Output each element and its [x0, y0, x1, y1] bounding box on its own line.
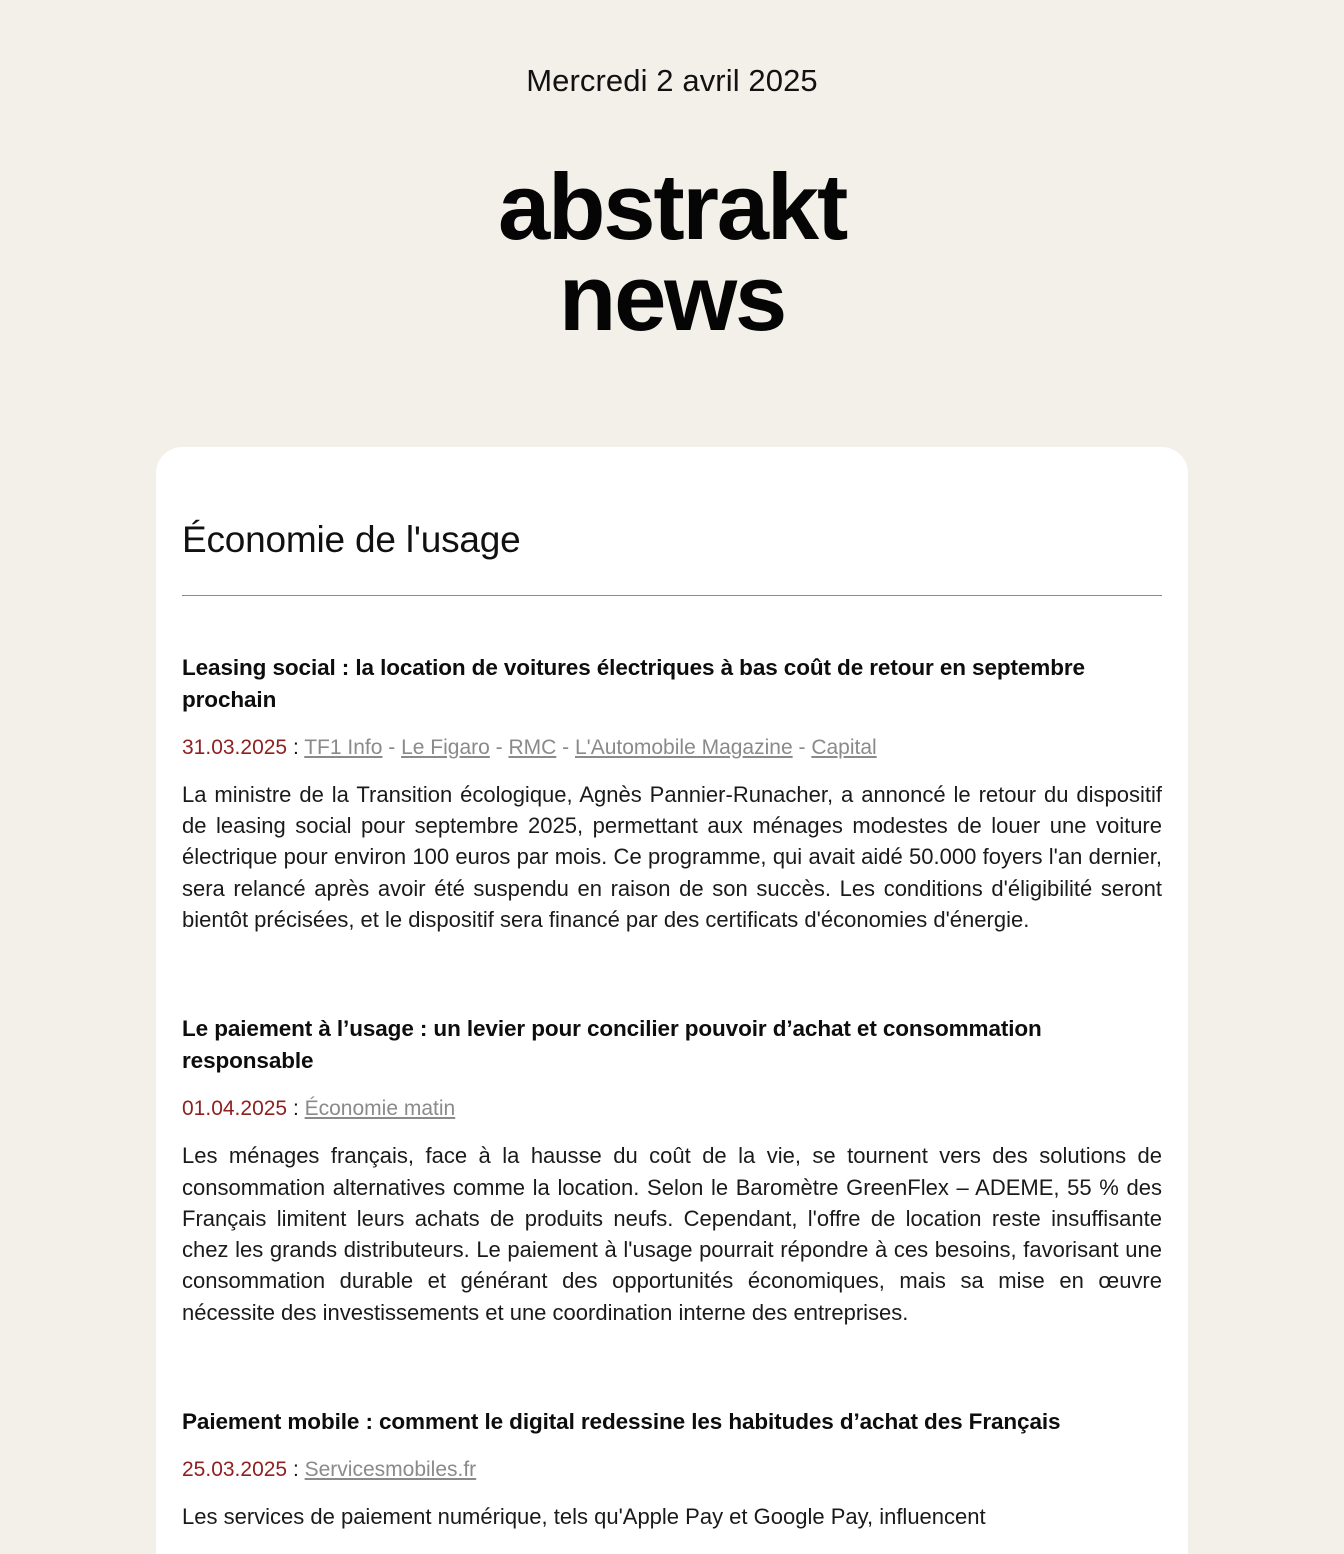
news-article	[182, 1013, 1162, 1328]
article-headline[interactable]: Leasing social : la location de voitures électriques à bas coût de retour en septembre prochain	[182, 654, 1085, 712]
content-card	[156, 447, 1188, 1554]
article-meta	[182, 1456, 1162, 1484]
article-date: 01.04.2025	[182, 1097, 288, 1120]
article-source-link[interactable]: TF1 Info	[304, 735, 383, 759]
article-source-link[interactable]: L'Automobile Magazine	[575, 735, 793, 759]
source-separator: -	[489, 735, 509, 759]
article-source-link[interactable]: Capital	[811, 735, 877, 759]
article-body: Les ménages français, face à la hausse du coût de la vie, se tournent vers des solutions de consommation alternatives comme la location. Selon le Baromètre GreenFlex – ADEME, 55 % des Français limitent leurs achats de produits neufs. Cependant, l'offre de location reste insuffisante chez les grands distributeurs. Le paiement à l'usage pourrait répondre à ces besoins, favorisant une consommation durable et générant des opportunités économiques, mais sa mise en œuvre nécessite des investissements et une coordination interne des entreprises.	[182, 1143, 1162, 1325]
brand-wordmark-line-2: news	[558, 245, 786, 351]
news-article	[182, 1406, 1162, 1533]
masthead	[0, 0, 1344, 351]
article-meta-separator: :	[287, 1457, 305, 1481]
brand-wordmark-line-1: abstrakt	[497, 154, 847, 260]
section-title: Économie de l'usage	[182, 519, 521, 561]
article-body: La ministre de la Transition écologique, Agnès Pannier-Runacher, a annoncé le retour du dispositif de leasing social pour septembre 2025, permettant aux ménages modestes de louer une voiture électrique pour environ 100 euros par mois. Ce programme, qui avait aidé 50.000 foyers l'an dernier, sera relancé après avoir été suspendu en raison de son succès. Les conditions d'éligibilité seront bientôt précisées, et le dispositif sera financé par des certificats d'économies d'énergie.	[182, 781, 1162, 932]
article-source-link[interactable]: RMC	[508, 735, 557, 759]
source-separator: -	[382, 735, 402, 759]
issue-date: Mercredi 2 avril 2025	[526, 63, 818, 98]
article-headline[interactable]: Le paiement à l’usage : un levier pour concilier pouvoir d’achat et consommation responsable	[182, 1016, 1042, 1074]
article-source-link[interactable]: Économie matin	[304, 1097, 456, 1120]
source-separator: -	[556, 735, 575, 759]
section-divider	[182, 595, 1162, 596]
article-date: 25.03.2025	[182, 1457, 288, 1481]
article-headline[interactable]: Paiement mobile : comment le digital redessine les habitudes d’achat des Français	[182, 1408, 1061, 1434]
article-meta-separator: :	[287, 1097, 305, 1120]
article-list	[182, 652, 1162, 1533]
news-article	[182, 652, 1162, 935]
source-separator: -	[792, 735, 812, 759]
article-meta	[182, 1095, 1162, 1123]
article-meta-separator: :	[287, 735, 305, 759]
article-source-link[interactable]: Le Figaro	[401, 735, 490, 759]
article-source-link[interactable]: Servicesmobiles.fr	[304, 1457, 477, 1481]
article-body: Les services de paiement numérique, tels qu'Apple Pay et Google Pay, influencent	[182, 1504, 986, 1530]
brand-wordmark	[0, 154, 1344, 351]
article-meta	[182, 734, 1162, 762]
article-date: 31.03.2025	[182, 735, 288, 759]
